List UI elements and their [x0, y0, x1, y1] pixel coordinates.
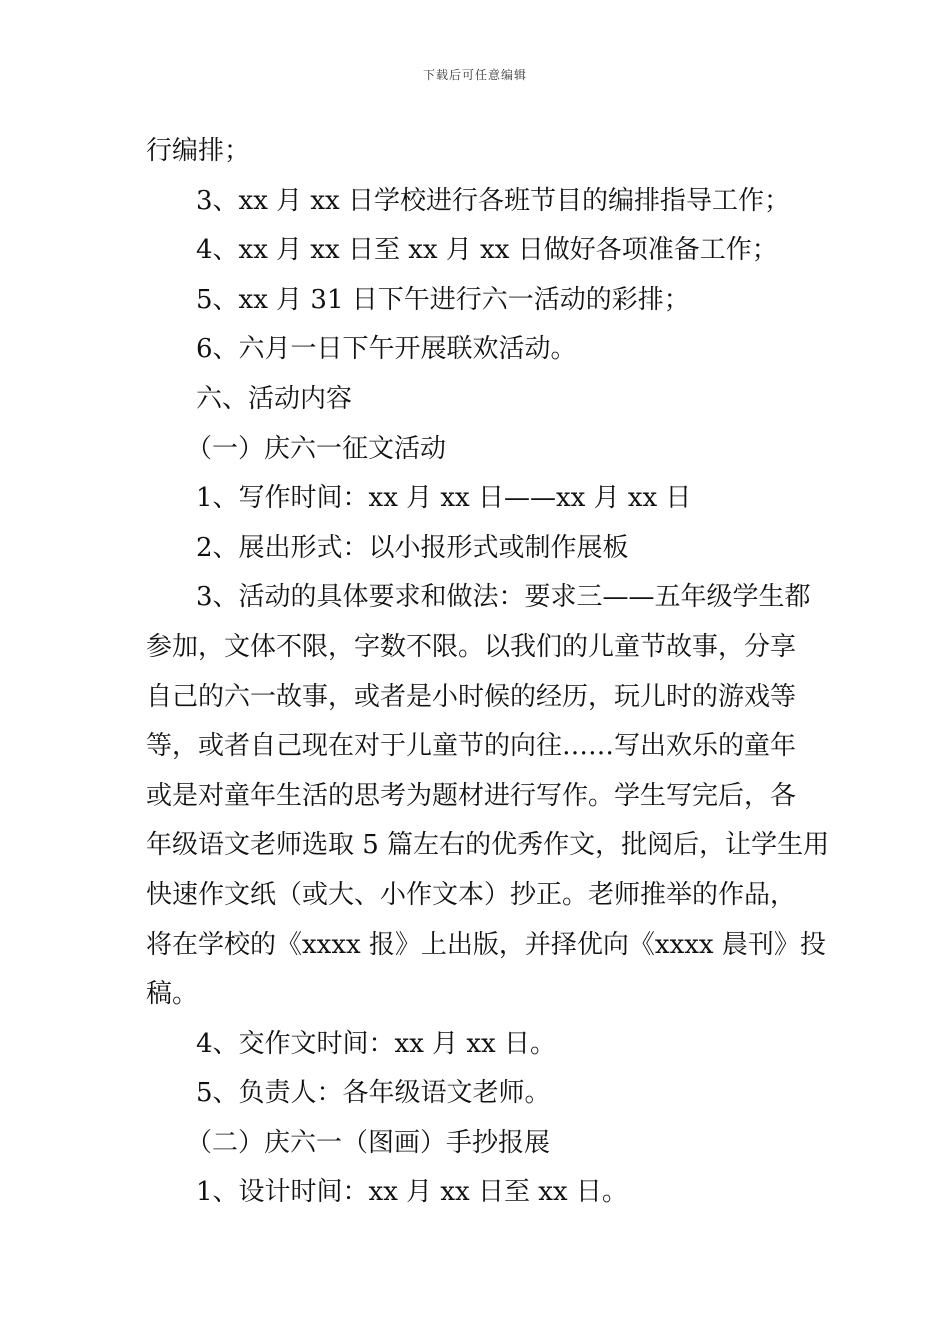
text-line: 3、xx 月 xx 日学校进行各班节目的编排指导工作； [196, 185, 790, 216]
text-line: 将在学校的《xxxx 报》上出版，并择优向《xxxx 晨刊》投 [146, 929, 826, 960]
text-line: 等，或者自己现在对于儿童节的向往……写出欢乐的童年 [146, 731, 797, 762]
document-body [146, 127, 830, 1218]
text-line: 行编排； [146, 136, 251, 166]
text-line: 年级语文老师选取 5 篇左右的优秀作文，批阅后，让学生用 [146, 830, 830, 861]
text-line: 4、交作文时间：xx 月 xx 日。 [196, 1028, 556, 1059]
text-line: 3、活动的具体要求和做法：要求三——五年级学生都 [196, 582, 811, 613]
text-line: 参加，文体不限，字数不限。以我们的儿童节故事，分享 [146, 631, 797, 662]
text-line: 1、写作时间：xx 月 xx 日——xx 月 xx 日 [196, 483, 692, 514]
subsection-heading: （一）庆六一征文活动 [186, 433, 447, 464]
text-line: 自己的六一故事，或者是小时候的经历，玩儿时的游戏等 [146, 681, 797, 712]
subsection-heading: （二）庆六一（图画）手抄报展 [186, 1127, 551, 1158]
text-line: 快速作文纸（或大、小作文本）抄正。老师推举的作品， [146, 879, 797, 910]
text-line: 4、xx 月 xx 日至 xx 月 xx 日做好各项准备工作； [196, 235, 778, 266]
text-line: 稿。 [146, 979, 199, 1010]
text-line: 2、展出形式：以小报形式或制作展板 [196, 532, 629, 563]
text-line: 5、xx 月 31 日下午进行六一活动的彩排； [196, 284, 690, 315]
text-line: 或是对童年生活的思考为题材进行写作。学生写完后，各 [146, 780, 797, 811]
section-heading: 六、活动内容 [196, 383, 353, 414]
page-header: 下载后可任意编辑 [422, 68, 527, 82]
text-line: 6、六月一日下午开展联欢活动。 [196, 334, 577, 365]
text-line: 5、负责人：各年级语文老师。 [196, 1078, 551, 1109]
text-line: 1、设计时间：xx 月 xx 日至 xx 日。 [196, 1177, 628, 1208]
